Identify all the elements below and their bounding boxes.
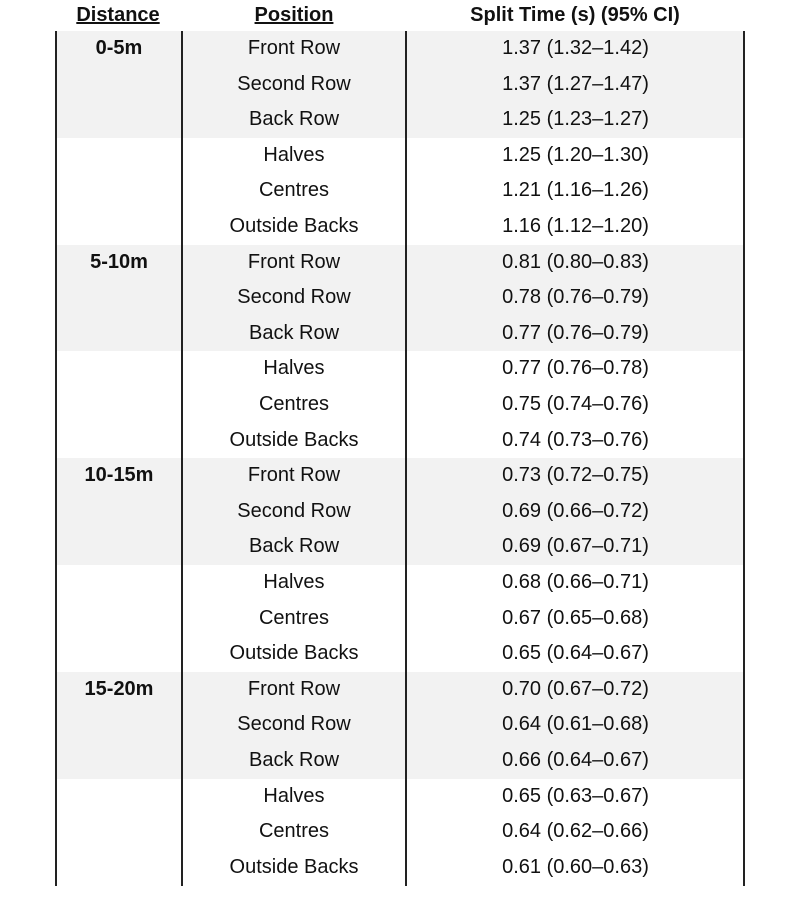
- distance-cell: [56, 387, 182, 423]
- position-split-rule: [405, 31, 407, 886]
- distance-cell: [56, 102, 182, 138]
- split-time-cell: 0.77 (0.76–0.79): [502, 321, 649, 344]
- position-cell: Back Row: [248, 535, 340, 558]
- table-row: [56, 423, 744, 459]
- right-border-rule: [743, 31, 745, 886]
- table-row: [56, 601, 744, 637]
- table-row: [56, 316, 744, 352]
- table-row: [56, 458, 744, 494]
- distance-cell: 15-20m: [84, 677, 154, 700]
- table-header: [0, 0, 800, 30]
- position-cell: Centres: [258, 606, 330, 629]
- split-time-cell: 1.25 (1.20–1.30): [502, 143, 649, 166]
- position-cell: Halves: [263, 143, 325, 166]
- table-row: [56, 31, 744, 67]
- table-row: [56, 529, 744, 565]
- position-cell: Second Row: [237, 72, 351, 95]
- table-row: [56, 173, 744, 209]
- split-time-cell: 1.25 (1.23–1.27): [502, 108, 649, 131]
- distance-cell: [56, 423, 182, 459]
- table-row: [56, 138, 744, 174]
- distance-cell: 10-15m: [84, 464, 154, 487]
- position-cell: Front Row: [247, 677, 341, 700]
- position-cell: Front Row: [247, 464, 341, 487]
- split-time-cell: 1.16 (1.12–1.20): [502, 215, 649, 237]
- split-time-cell: 0.75 (0.74–0.76): [502, 393, 649, 415]
- table-row: [56, 707, 744, 743]
- split-time-cell: 0.65 (0.63–0.67): [502, 784, 649, 807]
- position-cell: Second Row: [237, 713, 351, 736]
- split-time-cell: 0.68 (0.66–0.71): [502, 571, 649, 593]
- table-row: [56, 351, 744, 387]
- table-row: [56, 814, 744, 850]
- split-time-cell: 0.65 (0.64–0.67): [502, 642, 649, 665]
- split-time-cell: 0.81 (0.80–0.83): [502, 250, 649, 273]
- header-position: Position: [254, 4, 334, 26]
- split-time-cell: 1.37 (1.32–1.42): [502, 37, 649, 59]
- distance-cell: [56, 601, 182, 637]
- table-row: [56, 245, 744, 281]
- position-cell: Halves: [263, 357, 325, 380]
- split-time-cell: 1.37 (1.27–1.47): [502, 72, 649, 95]
- table-row: [56, 209, 744, 245]
- distance-cell: [56, 351, 182, 387]
- split-time-table: [56, 31, 744, 886]
- position-cell: Front Row: [247, 250, 341, 273]
- split-time-cell: 0.67 (0.65–0.68): [502, 606, 649, 629]
- split-time-cell: 0.66 (0.64–0.67): [502, 749, 649, 771]
- distance-cell: [56, 814, 182, 850]
- distance-cell: [56, 850, 182, 886]
- position-cell: Centres: [258, 393, 330, 415]
- distance-cell: [56, 494, 182, 530]
- table-row: [56, 280, 744, 316]
- table-row: [56, 67, 744, 103]
- table-row: [56, 387, 744, 423]
- distance-cell: 0-5m: [95, 37, 143, 59]
- position-cell: Outside Backs: [229, 642, 359, 665]
- position-cell: Back Row: [248, 749, 340, 771]
- position-cell: Halves: [263, 571, 325, 593]
- split-time-cell: 0.61 (0.60–0.63): [502, 855, 649, 878]
- distance-cell: [56, 280, 182, 316]
- distance-cell: [56, 209, 182, 245]
- position-cell: Second Row: [237, 286, 351, 309]
- header-split-time: Split Time (s) (95% CI): [470, 4, 680, 26]
- distance-cell: 5-10m: [90, 250, 148, 273]
- split-time-cell: 0.64 (0.62–0.66): [502, 820, 649, 843]
- left-border-rule: [55, 31, 57, 886]
- distance-cell: [56, 67, 182, 103]
- table-row: [56, 743, 744, 779]
- position-cell: Front Row: [247, 37, 341, 59]
- header-distance: Distance: [76, 4, 160, 26]
- distance-cell: [56, 707, 182, 743]
- distance-position-rule: [181, 31, 183, 886]
- table-row: [56, 102, 744, 138]
- position-cell: Centres: [258, 179, 330, 202]
- distance-cell: [56, 636, 182, 672]
- position-cell: Back Row: [248, 108, 340, 131]
- position-cell: Outside Backs: [229, 428, 359, 451]
- table-row: [56, 636, 744, 672]
- position-cell: Back Row: [248, 321, 340, 344]
- position-cell: Outside Backs: [229, 215, 359, 237]
- split-time-cell: 0.69 (0.67–0.71): [502, 535, 649, 558]
- distance-cell: [56, 743, 182, 779]
- position-cell: Second Row: [237, 499, 351, 522]
- distance-cell: [56, 565, 182, 601]
- table-row: [56, 779, 744, 815]
- split-time-cell: 0.70 (0.67–0.72): [502, 677, 649, 700]
- split-time-cell: 0.74 (0.73–0.76): [502, 428, 649, 451]
- split-time-cell: 0.64 (0.61–0.68): [502, 713, 649, 736]
- table-row: [56, 565, 744, 601]
- split-time-cell: 1.21 (1.16–1.26): [502, 179, 649, 202]
- split-time-cell: 0.77 (0.76–0.78): [502, 357, 649, 380]
- table-row: [56, 850, 744, 886]
- position-cell: Halves: [263, 784, 325, 807]
- split-time-cell: 0.73 (0.72–0.75): [502, 464, 649, 487]
- position-cell: Centres: [258, 820, 330, 843]
- distance-cell: [56, 316, 182, 352]
- distance-cell: [56, 173, 182, 209]
- split-time-cell: 0.78 (0.76–0.79): [502, 286, 649, 309]
- distance-cell: [56, 138, 182, 174]
- split-time-cell: 0.69 (0.66–0.72): [502, 499, 649, 522]
- table-row: [56, 672, 744, 708]
- distance-cell: [56, 529, 182, 565]
- table-row: [56, 494, 744, 530]
- position-cell: Outside Backs: [229, 855, 359, 878]
- distance-cell: [56, 779, 182, 815]
